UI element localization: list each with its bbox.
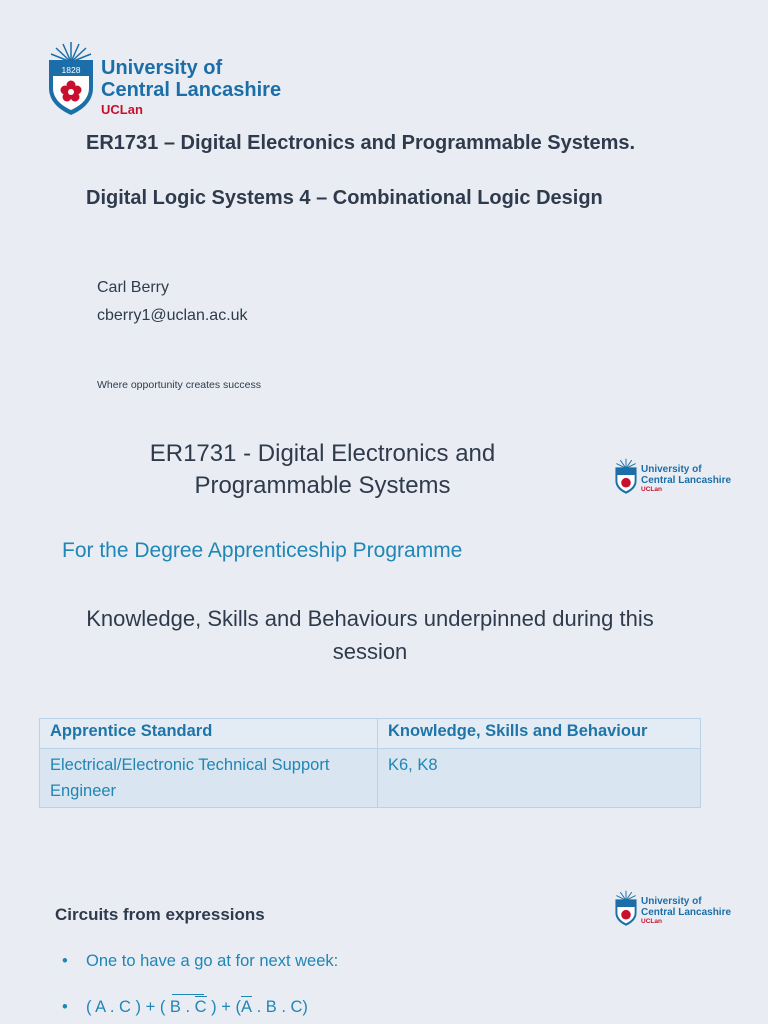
logo-small2-line2: Central Lancashire (641, 907, 732, 918)
logo-wordmark-small-2 (641, 897, 731, 926)
crest-year: 1828 (61, 65, 81, 75)
slide1-title-line1: ER1731 – Digital Electronics and Programmable Systems. (86, 132, 636, 154)
slide2-title (110, 438, 535, 502)
degree-heading: For the Degree Apprenticeship Programme (62, 539, 463, 562)
bullet-text: One to have a go at for next week: (86, 952, 339, 970)
author-email: cberry1@uclan.ac.uk (97, 307, 248, 324)
expr-part3: . B . C) (251, 998, 308, 1016)
logo-small2-line1: University of (641, 896, 702, 907)
table-cell-standard (40, 749, 378, 808)
expr-a-bar: A (240, 998, 252, 1016)
standard-line1: Electrical/Electronic Technical Support (50, 756, 330, 774)
uclan-logo-small (614, 457, 731, 495)
expr-part2: ) + ( (206, 998, 241, 1016)
slide1-title-line2: Digital Logic Systems 4 – Combinational Logic Design (86, 187, 603, 209)
ksb-heading-line1: Knowledge, Skills and Behaviours underpinned during this (86, 606, 654, 631)
bullet-item (62, 952, 338, 971)
slide2-title-line1: ER1731 - Digital Electronics and (149, 440, 496, 467)
logo-small2-line3: UCLan (641, 918, 662, 925)
expr-c-bar: C (194, 998, 207, 1016)
uclan-logo-large (46, 40, 281, 116)
logo-small-line3: UCLan (641, 486, 662, 493)
logo-wordmark (101, 58, 281, 116)
slide3-heading: Circuits from expressions (55, 905, 265, 924)
ksb-heading-line2: session (332, 639, 408, 664)
expr-part1: ( A . C ) + ( B . (86, 998, 195, 1016)
table-cell-ksb: K6, K8 (378, 749, 701, 808)
uclan-crest-icon (46, 40, 96, 116)
bullet-marker: • (62, 952, 68, 970)
ksb-heading (40, 602, 700, 668)
logo-line1: University of (101, 57, 223, 79)
author-name: Carl Berry (97, 279, 170, 296)
logo-wordmark-small (641, 465, 731, 494)
table-header-row (40, 719, 701, 749)
table-header-ksb: Knowledge, Skills and Behaviour (378, 719, 701, 749)
logo-small-line2: Central Lancashire (641, 475, 732, 486)
slide2-title-line2: Programmable Systems (194, 472, 451, 499)
apprentice-standard-table (39, 718, 701, 808)
logo-line2: Central Lancashire (101, 79, 282, 101)
bullet-marker: • (62, 998, 68, 1016)
logo-line3: UCLan (101, 102, 143, 117)
table-row (40, 749, 701, 808)
uclan-logo-small-2 (614, 889, 731, 927)
uclan-crest-icon (614, 457, 638, 495)
table-header-standard: Apprentice Standard (40, 719, 378, 749)
expr-group-overline (172, 994, 204, 995)
bullet-expression (62, 998, 308, 1017)
logo-small-line1: University of (641, 464, 702, 475)
tagline: Where opportunity creates success (97, 379, 261, 391)
uclan-crest-icon (614, 889, 638, 927)
standard-line2: Engineer (50, 782, 117, 800)
